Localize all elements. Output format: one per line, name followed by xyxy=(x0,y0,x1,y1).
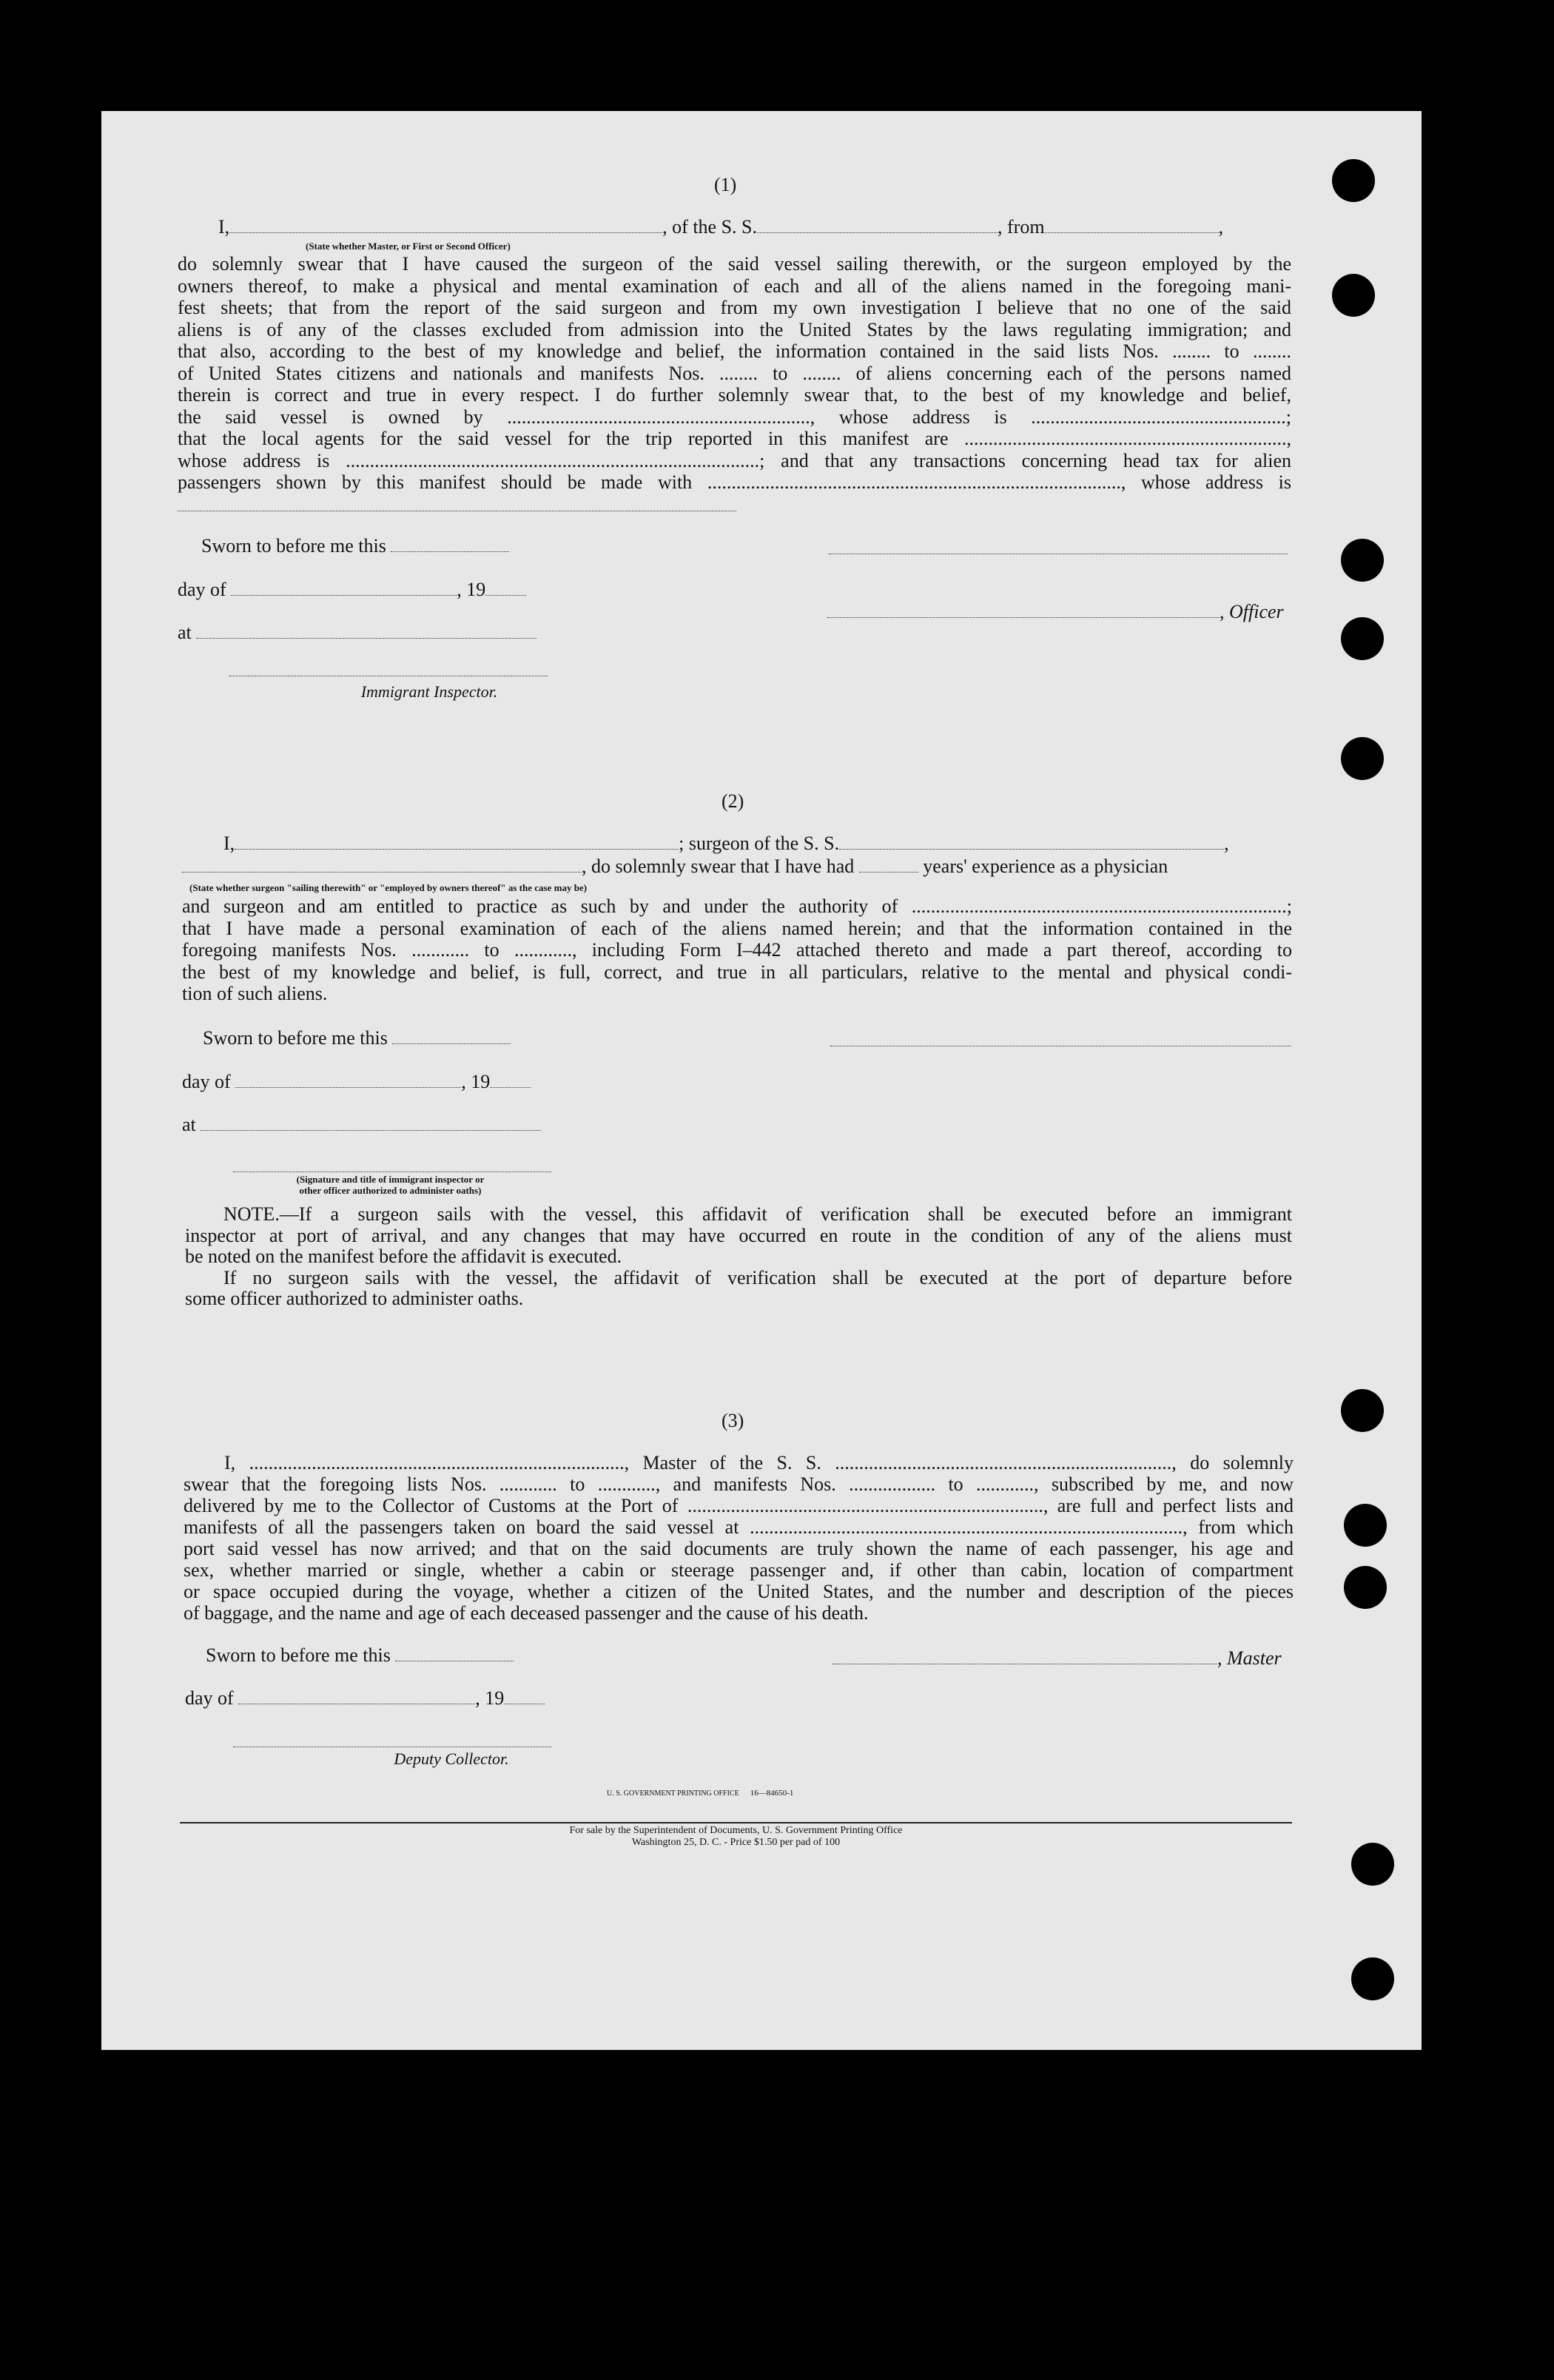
section-3-number: (3) xyxy=(722,1410,744,1431)
footer-rule xyxy=(180,1822,1292,1823)
s2-at: at xyxy=(182,1114,541,1136)
s2-line1: I, ; surgeon of the S. S. , xyxy=(223,833,1229,854)
s3-deputy-label: Deputy Collector. xyxy=(394,1749,509,1768)
s2-day-of: day of , 19 xyxy=(182,1071,531,1093)
footer-gpo: U. S. GOVERNMENT PRINTING OFFICE 16—84650-1 xyxy=(607,1789,794,1798)
punch-hole xyxy=(1332,159,1375,202)
s1-title-note: (State whether Master, or First or Second Officer) xyxy=(306,241,511,252)
s1-day-of: day of , 19 xyxy=(178,579,526,601)
punch-hole xyxy=(1351,1957,1394,2000)
punch-hole xyxy=(1351,1843,1394,1886)
punch-hole xyxy=(1341,1389,1384,1432)
s2-sig-note-1: (Signature and title of immigrant inspector or xyxy=(296,1174,485,1185)
s3-day-of: day of , 19 xyxy=(185,1687,545,1710)
s1-at: at xyxy=(178,622,536,644)
punch-hole xyxy=(1341,617,1384,660)
s1-sworn: Sworn to before me this xyxy=(201,535,509,557)
punch-hole xyxy=(1341,737,1384,780)
s2-paragraph: and surgeon and am entitled to practice as such by and under the authority of ..............................................................................; that I have made a personal examination of each of the aliens named herein; and that the information contained in the foregoing manifests Nos. ............ to ............, including Form I–442 attached thereto and made a part thereof, according to the best of my knowledge and belief, is full, correct, and true in all particulars, relative to the mental and physical condi- tion of such aliens. xyxy=(182,895,1292,1004)
footer-sale-1: For sale by the Superintendent of Documents, U. S. Government Printing Office xyxy=(569,1825,903,1836)
footer-sale-2: Washington 25, D. C. - Price $1.50 per pad of 100 xyxy=(631,1837,841,1848)
punch-hole xyxy=(1332,274,1375,317)
section-1-number: (1) xyxy=(714,174,737,195)
s3-master: , Master xyxy=(832,1647,1282,1670)
s3-paragraph: I, .............................................................................., Master of the S. S. ......................................................................, do solemnly swear that the foregoing lists Nos. ............ to ............, and manifests Nos. .................. to ............, subscribed by me, and now delivered by me to the Collector of Customs at the Port of .........................................................................., are full and perfect lists and manifests of all the passengers taken on board the said vessel at .........................................................................................., from which port said vessel has now arrived; and that on the said documents are truly shown the name of each passenger, his age and sex, whether married or single, whether a cabin or steerage passenger and, if other than cabin, location of compartment or space occupied during the voyage, whether a citizen of the United States, and the number and description of the pieces of baggage, and the name and age of each deceased passenger and the cause of his death. xyxy=(184,1452,1294,1624)
punch-hole xyxy=(1344,1566,1387,1609)
s1-paragraph: do solemnly swear that I have caused the surgeon of the said vessel sailing therewith, or the surgeon employed by the owners thereof, to make a physical and mental examination of each and all of the aliens named in the foregoing mani- fest sheets; that from the report of the said surgeon and from my own investigation I believe that no one of the said aliens is of any of the classes excluded from admission into the United States by the laws regulating immigration; and that also, according to the best of my knowledge and belief, the information contained in the said lists Nos. ........ to ........ of United States citizens and nationals and manifests Nos. ........ to ........ of aliens concerning each of the persons named therein is correct and true in every respect. I do further solemnly swear that, to the best of my knowledge and belief, the said vessel is owned by ..............................................................., whose address is .....................................................; that the local agents for the said vessel for the trip reported in this manifest are ..................................................................., whose address is ......................................................................................; and that any transactions concerning head tax for alien passengers shown by this manifest should be made with ......................................................................................, whose address is xyxy=(178,253,1291,493)
s2-title-note: (State whether surgeon "sailing therewith" or "employed by owners thereof" as the case may be) xyxy=(189,882,588,893)
s2-line2: , do solemnly swear that I have had years' experience as a physician xyxy=(182,855,1292,878)
s2-sig-line xyxy=(233,1171,551,1172)
punch-hole xyxy=(1344,1504,1387,1547)
section-2-number: (2) xyxy=(722,790,744,812)
s1-officer: , Officer xyxy=(827,601,1284,623)
s3-sworn: Sworn to before me this xyxy=(206,1644,514,1667)
punch-hole xyxy=(1341,539,1384,582)
s2-note: NOTE.—If a surgeon sails with the vessel, this affidavit of verification shall be executed before an immigrant inspector at port of arrival, and any changes that may have occurred en route in the condition of any of the aliens must be noted on the manifest before the affidavit is executed. If no surgeon sails with the vessel, the affidavit of verification shall be executed at the port of departure before some officer authorized to administer oaths. xyxy=(185,1203,1292,1309)
s2-sworn: Sworn to before me this xyxy=(203,1027,511,1049)
s1-inspector-label: Immigrant Inspector. xyxy=(360,682,498,701)
s2-sig-note-2: other officer authorized to administer oaths) xyxy=(299,1185,482,1196)
s1-line1: I, , of the S. S. , from , xyxy=(218,216,1224,238)
